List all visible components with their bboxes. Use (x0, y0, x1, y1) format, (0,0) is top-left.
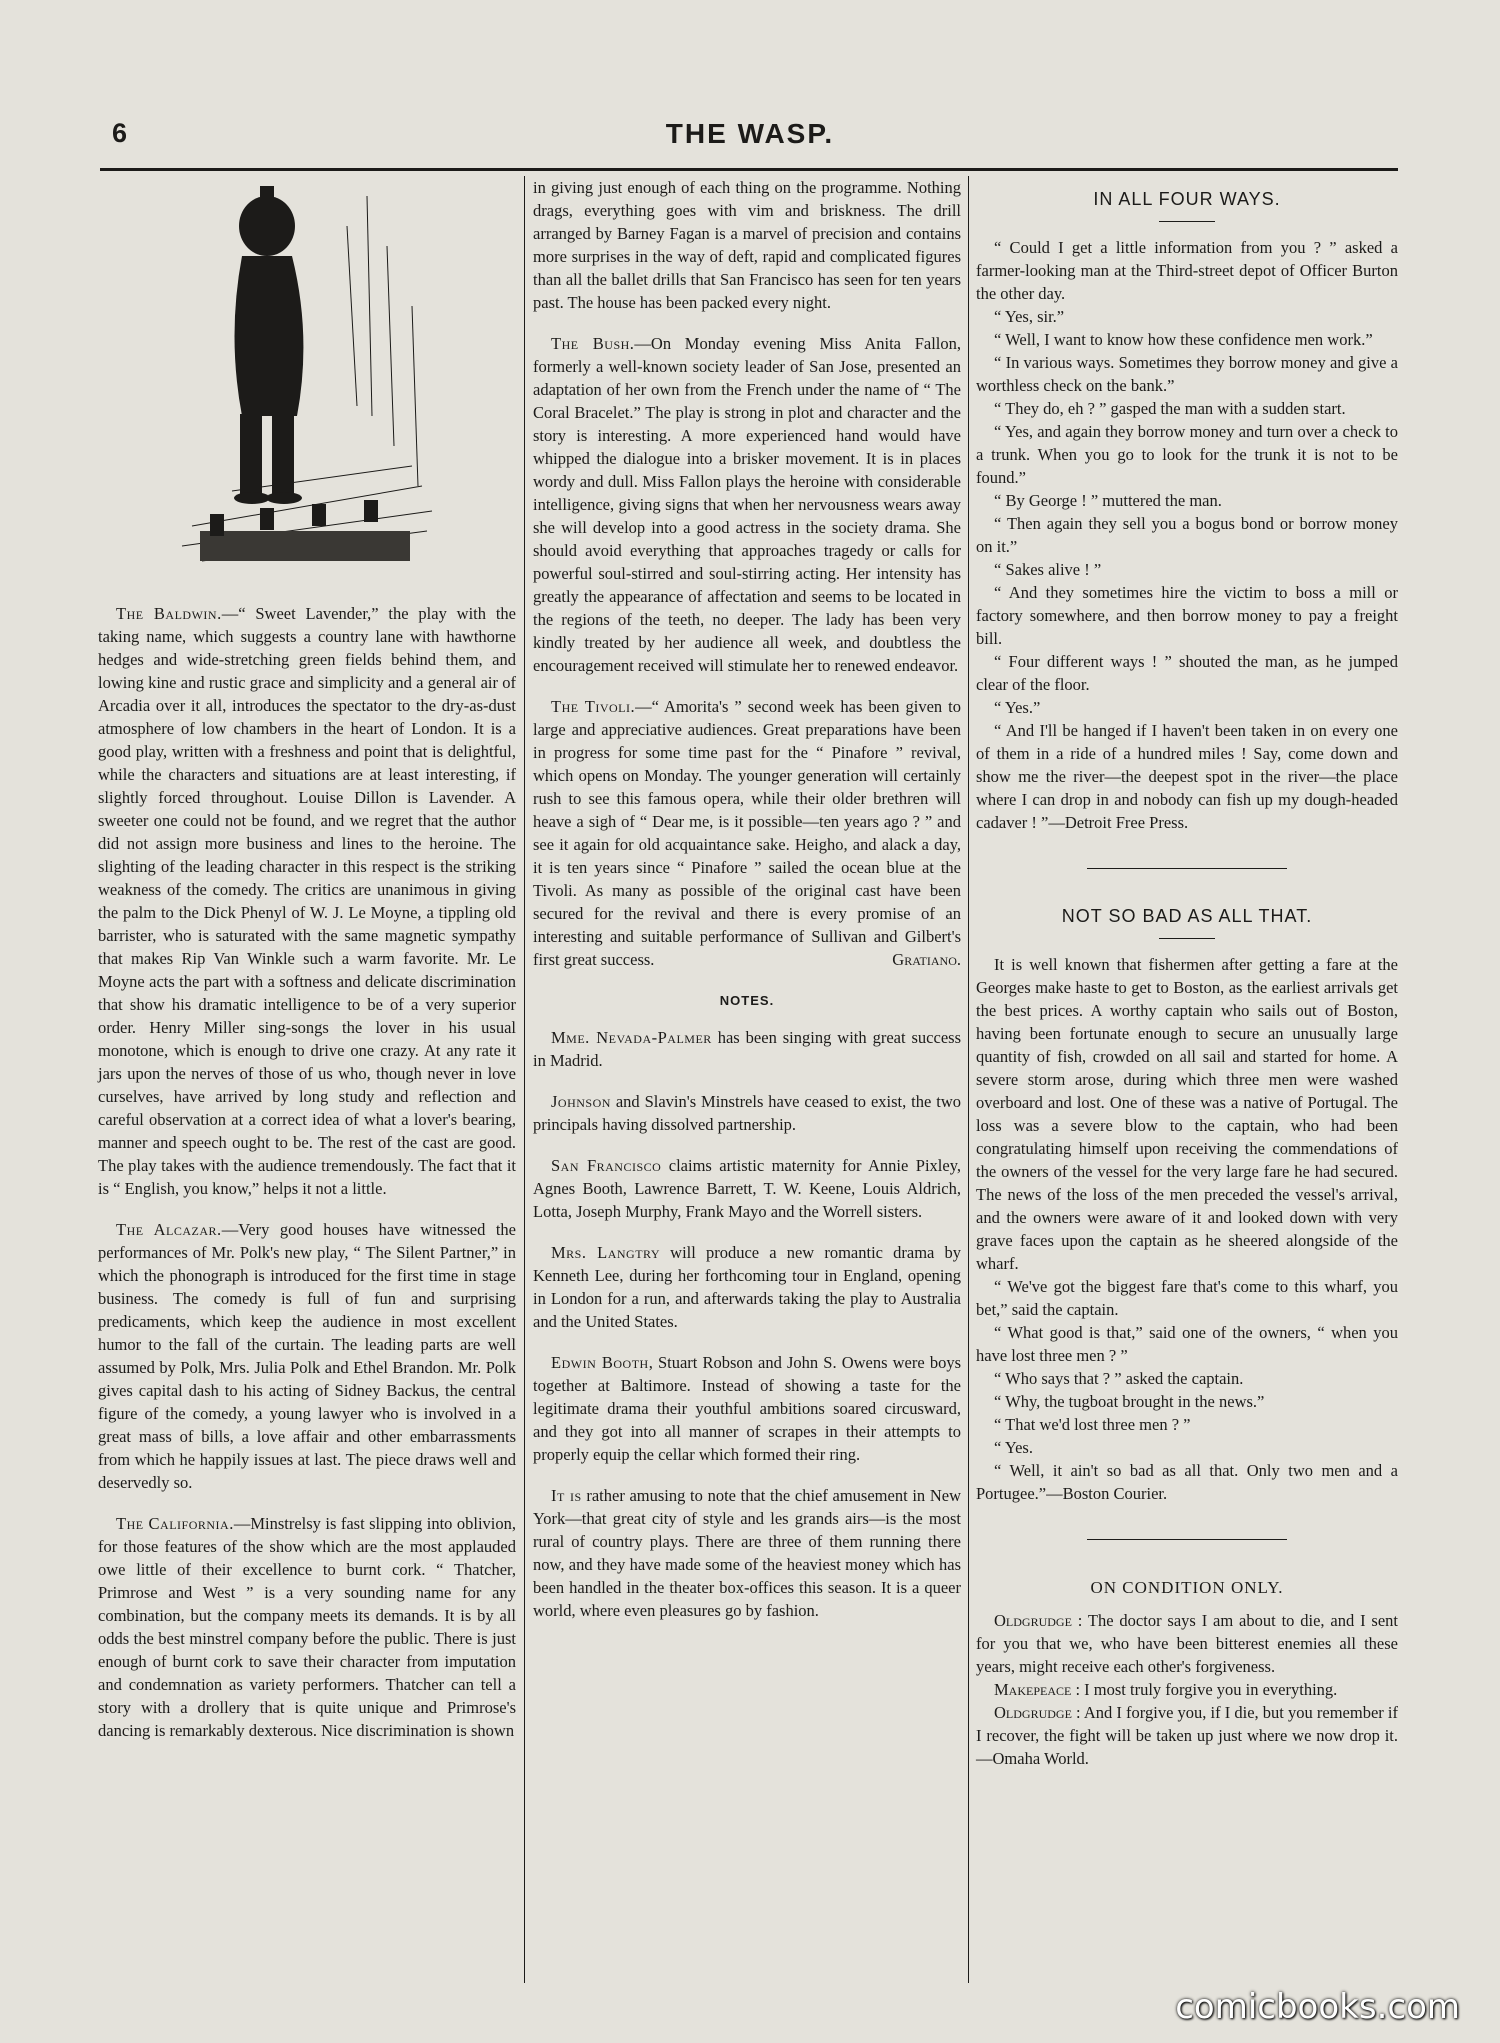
short-rule (1159, 221, 1215, 222)
short-rule (1159, 938, 1215, 939)
page-number: 6 (112, 118, 128, 148)
dialogue-line: “ Yes, and again they borrow money and turn over a check to a trunk. When you go to look for the trunk it is not to be found.” (976, 422, 1398, 487)
article-condition-only (976, 1609, 1398, 1770)
dialogue-line: It is well known that fishermen after getting a fare at the Georges make haste to get to Boston, as the earliest arrivals get the best prices. A worthy captain who sails out of Boston, having been fortunate enough to secure an unusually large quantity of fish, crowded on all sail and started for home. A severe storm arose, during which three men were washed overboard and lost. One of these was a native of Portugal. The loss was a severe blow to the captain, who had been congratulating himself upon receiving the commendations of the owners of the vessel for the very large fare he had secured. The news of the loss of the men preceded the vessel's arrival, and the owners were aware of it and looked down with very grave faces upon the captain as he sheered alongside of the wharf. (976, 955, 1398, 1273)
speaker: Oldgrudge : (994, 1611, 1083, 1630)
dialogue-line: “ And they sometimes hire the victim to boss a mill or factory somewhere, and then borrow money to pay a freight bill. (976, 583, 1398, 648)
column-divider (968, 176, 969, 1983)
body-bush: —On Monday evening Miss Anita Fallon, formerly a well-known society leader of San Jose, presented an adaptation of her own from the French under the name of “ The Coral Bracelet.” The play is strong in plot and character and the story is interesting. A more experienced hand would have whipped the dialogue into a brisker movement. It is in places wordy and dull. Miss Fallon plays the heroine with considerable intelligence, giving signs that when her nervousness wears away she will develop into a good actress in the society drama. She should avoid everything that approaches tragedy or calls for powerful soul-stirred and soul-stirring acting. Her intensity has greatly the appearance of affectation and seems to be located in the regions of the teeth, no deeper. The lady has been very kindly treated by her audience all week, and doubtless the encouragement received will stimulate her to renewed endeavor. (533, 334, 961, 675)
lead-bush: The Bush. (551, 334, 635, 353)
lead-baldwin: The Baldwin. (116, 604, 222, 623)
lead-california: The California. (116, 1514, 234, 1533)
dialogue-line: “ Four different ways ! ” shouted the man, as he jumped clear of the floor. (976, 652, 1398, 694)
notes-list (533, 1026, 961, 1622)
dialogue-line: “ Who says that ? ” asked the captain. (994, 1369, 1244, 1388)
dialogue-line: “ We've got the biggest fare that's come to this wharf, you bet,” said the captain. (976, 1277, 1398, 1319)
dialogue-line: “ They do, eh ? ” gasped the man with a sudden start. (994, 399, 1346, 418)
review-california (98, 1512, 516, 1742)
dialogue-line: Oldgrudge : The doctor says I am about to die, and I sent for you that we, who have been bitterest enemies all these years, might receive each other's forgiveness. (976, 1611, 1399, 1676)
note-item: It is rather amusing to note that the chief amusement in New York—that great city of style and les grands airs—is the most rural of country plays. There are three of them running there now, and they have made some of the heaviest money which has been handled in the theater box-offices this season. It is a queer world, where even pleasures go by fashion. (533, 1486, 961, 1620)
dialogue-line: “ Why, the tugboat brought in the news.” (994, 1392, 1265, 1411)
signature-gratiano: Gratiano. (892, 950, 961, 969)
article-four-ways (976, 236, 1398, 834)
caricature-figure-illustration (172, 186, 442, 586)
note-item: San Francisco claims artistic maternity for Annie Pixley, Agnes Booth, Lawrence Barrett, T. W. Keene, Louis Aldrich, Lotta, Joseph Murphy, Frank Mayo and the Worrell sisters. (533, 1156, 961, 1221)
heading-four-ways: IN ALL FOUR WAYS. (1093, 189, 1281, 209)
dialogue-line: “ What good is that,” said one of the owners, “ when you have lost three men ? ” (976, 1323, 1398, 1365)
review-bush (533, 332, 961, 677)
review-tivoli (533, 695, 961, 971)
section-rule (1087, 1539, 1287, 1540)
lead-tivoli: The Tivoli. (551, 697, 636, 716)
lead-alcazar: The Alcazar. (116, 1220, 222, 1239)
note-item: Johnson and Slavin's Minstrels have ceased to exist, the two principals having dissolved partnership. (533, 1092, 961, 1134)
dialogue-line: “ Yes. (994, 1438, 1033, 1457)
article-not-so-bad (976, 953, 1398, 1505)
column-2 (533, 176, 961, 1983)
dialogue-line: “ And I'll be hanged if I haven't been taken in on every one of them in a ride of a hundred miles ! Say, come down and show me the river—the deepest spot in the river—the place where I can drop in and nobody can fish up my dough-headed cadaver ! ”—Detroit Free Press. (976, 721, 1398, 832)
page-header (100, 118, 1400, 154)
review-alcazar (98, 1218, 516, 1494)
body-baldwin: —“ Sweet Lavender,” the play with the taking name, which suggests a country lane with hawthorne hedges and wide-stretching green fields behind them, and lowing kine and rustic grace and simplicity and a general air of Arcadia over it all, introduces the spectator to the dry-as-dust atmosphere of low chambers in the heart of London. It is a good play, written with a freshness and point that is delightful, while the characters and situations are at least interesting, if slightly forced throughout. Louise Dillon is Lavender. A sweeter one could not be found, and we regret that the author did not assign more business and lines to the heroine. The slighting of the leading character in this respect is the striking weakness of the comedy. The critics are unanimous in giving the palm to the Dick Phenyl of W. J. Le Moyne, a tippling old barrister, who is saturated with the same magnetic sympathy that makes Rip Van Winkle such a warm favorite. Mr. Le Moyne acts the part with a softness and delicate discrimination that show his dramatic intelligence to be of a very superior order. Henry Miller sing-songs the lover in his usual monotone, which is enough to drive one crazy. At any rate it jars upon the nerves of those of us who, though never in love curselves, have arrived by long study and reflection and careful observation at a correct idea of what a lover's bearing, manner and speech ought to be. The rest of the cast are good. The play takes with the audience tremendously. The fact that it is “ English, you know,” helps it not a little. (98, 604, 516, 1198)
dialogue-line: “ Then again they sell you a bogus bond or borrow money on it.” (976, 514, 1398, 556)
dialogue-line: Makepeace : I most truly forgive you in everything. (994, 1680, 1338, 1699)
dialogue-line: “ In various ways. Sometimes they borrow money and give a worthless check on the bank.” (976, 353, 1398, 395)
dialogue-line: “ Well, it ain't so bad as all that. Only two men and a Portugee.”—Boston Courier. (976, 1461, 1398, 1503)
heading-condition-only: ON CONDITION ONLY. (1090, 1578, 1284, 1597)
dialogue-line: “ Well, I want to know how these confidence men work.” (994, 330, 1373, 349)
note-item: Mme. Nevada-Palmer has been singing with great success in Madrid. (533, 1028, 961, 1070)
note-item: Edwin Booth, Stuart Robson and John S. Owens were boys together at Baltimore. Instead of showing a taste for the legitimate drama their youthful ambitions soared circusward, and they got into all manner of scrapes in their attempts to properly equip the cellar which formed their ring. (533, 1353, 961, 1464)
watermark-text: comicbooks.com (1175, 1987, 1460, 2027)
column-divider (524, 176, 525, 1983)
dialogue-line: “ Sakes alive ! ” (994, 560, 1102, 579)
masthead-title: THE WASP. (665, 118, 835, 149)
header-rule (100, 168, 1398, 171)
section-rule (1087, 868, 1287, 869)
column-3 (976, 176, 1398, 1983)
review-california-continued: in giving just enough of each thing on the programme. Nothing drags, everything goes with vim and briskness. The drill arranged by Barney Fagan is a marvel of precision and contains more surprises in the way of deft, rapid and complicated figures than all the ballet drills that San Francisco has seen for ten years past. The house has been packed every night. (533, 178, 961, 312)
review-baldwin (98, 602, 516, 1200)
note-item: Mrs. Langtry will produce a new romantic drama by Kenneth Lee, during her forthcoming tour in England, opening in London for a run, and afterwards taking the play to Australia and the United States. (533, 1243, 961, 1331)
heading-not-so-bad: NOT SO BAD AS ALL THAT. (1061, 906, 1313, 926)
dialogue-line: “ Yes.” (994, 698, 1041, 717)
dialogue-line: “ Could I get a little information from you ? ” asked a farmer-looking man at the Third-street depot of Officer Burton the other day. (976, 238, 1398, 303)
dialogue-line: Oldgrudge : And I forgive you, if I die, but you remember if I recover, the fight will be taken up just where we now drop it.—Omaha World. (976, 1703, 1399, 1768)
body-alcazar: —Very good houses have witnessed the performances of Mr. Polk's new play, “ The Silent Partner,” in which the phonograph is introduced for the first time in stage business. The comedy is full of fun and surprising predicaments, which keep the audience in most excellent humor to the fall of the curtain. The leading parts are well assumed by Polk, Mrs. Julia Polk and Ethel Brandon. Mr. Polk gives capital dash to his acting of Sidney Backus, the central figure of the comedy, a young lawyer who is involved in a great mass of bills, a love affair and other embarrassments from which he happily issues at last. The piece draws well and deservedly so. (98, 1220, 516, 1492)
notes-heading: NOTES. (719, 993, 775, 1008)
body-tivoli: —“ Amorita's ” second week has been given to large and appreciative audiences. Great preparations have been in progress for some time past for the “ Pinafore ” revival, which opens on Monday. The younger generation will certainly rush to see this famous opera, while their older brethren will heave a sigh of “ Dear me, is it possible—ten years ago ? ” and see it again for old acquaintance sake. Heigho, and alack a day, it is ten years since “ Pinafore ” sailed the ocean blue at the Tivoli. As many as possible of the original cast have been secured for the revival and there is every promise of an interesting and suitable performance of Sullivan and Gilbert's first great success. (533, 697, 961, 969)
speaker: Makepeace : (994, 1680, 1081, 1699)
body-california: —Minstrelsy is fast slipping into oblivion, for those features of the show which are the most applauded owe little of their excellence to burnt cork. “ Thatcher, Primrose and West ” is a very sounding name for any combination, but the company meets its demands. It is by all odds the best minstrel company before the public. There is just enough of burnt cork to save their character from imputation and condemnation as variety performers. Thatcher can tell a story with a drollery that is quite unique and Primrose's dancing is remarkably dexterous. Nice discrimination is shown (98, 1514, 516, 1740)
column-1 (98, 176, 516, 1983)
dialogue-line: “ That we'd lost three men ? ” (994, 1415, 1191, 1434)
dialogue-line: “ By George ! ” muttered the man. (994, 491, 1222, 510)
dialogue-line: “ Yes, sir.” (994, 307, 1065, 326)
speaker: Oldgrudge : (994, 1703, 1081, 1722)
